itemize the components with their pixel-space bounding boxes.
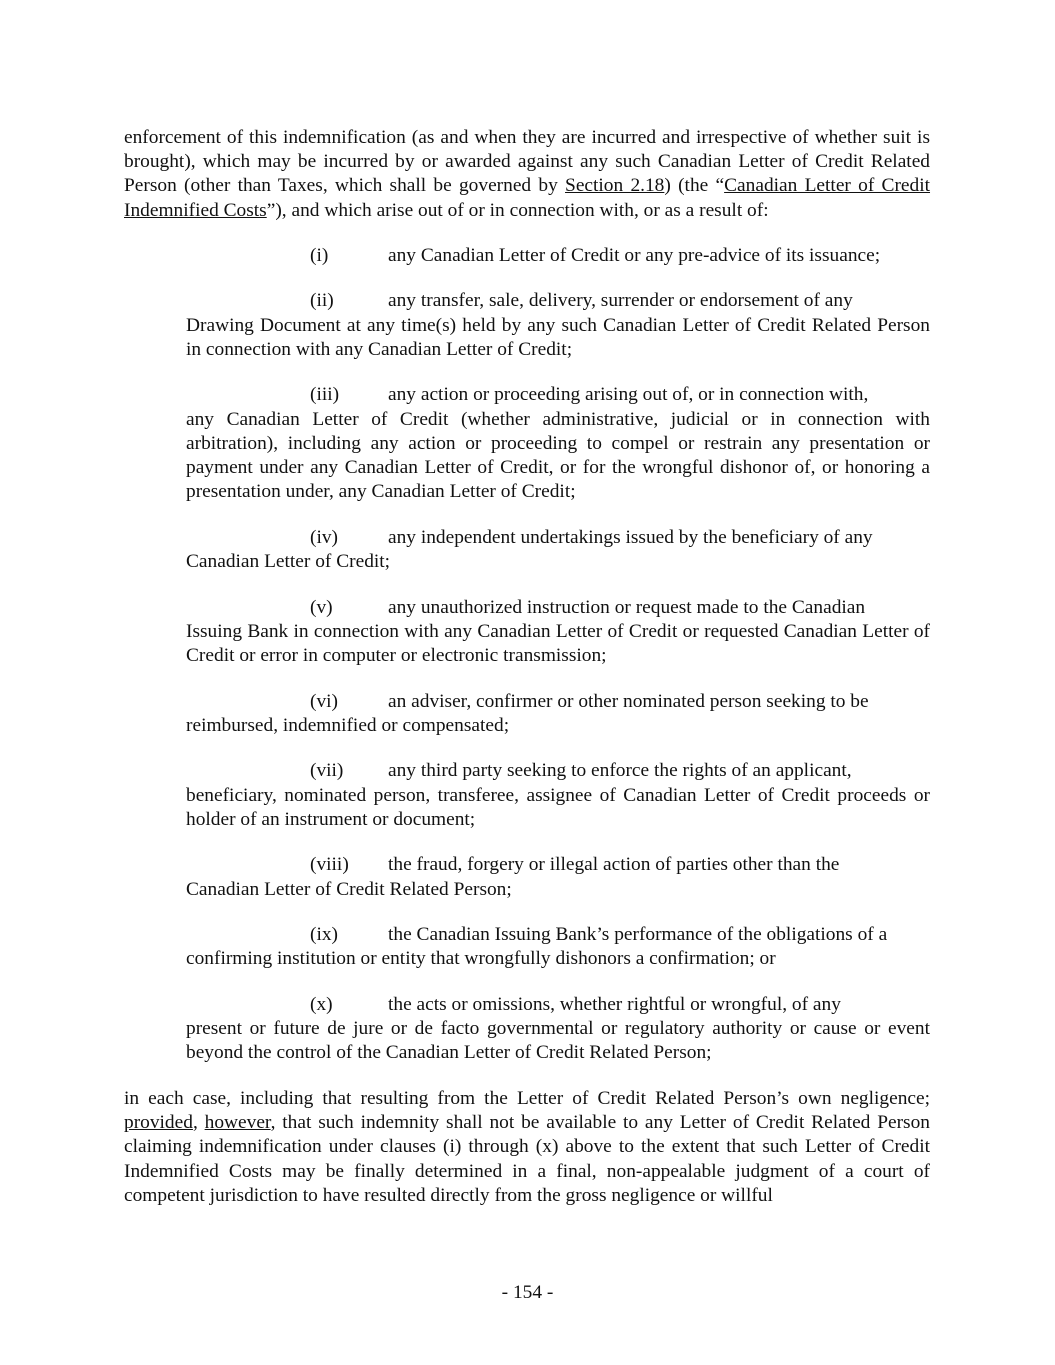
list-item <box>186 993 930 1066</box>
item-first-line <box>186 853 930 877</box>
item-number: (viii) <box>310 854 349 876</box>
item-text: the Canadian Issuing Bank’s performance of the obligations of a <box>388 924 888 946</box>
intro-paragraph <box>124 126 930 223</box>
closing-comma: , <box>192 1112 205 1134</box>
item-number: (iii) <box>310 384 340 406</box>
item-number: (v) <box>310 596 333 618</box>
item-first-line <box>186 289 930 313</box>
item-text: any Canadian Letter of Credit or any pre-advice of its issuance; <box>388 244 881 266</box>
item-first-line <box>186 759 930 783</box>
list-item <box>186 923 930 971</box>
list-item <box>186 596 930 669</box>
closing-text-1: in each case, including that resulting from the Letter of Credit Related Person’s own negligence; <box>124 1088 930 1109</box>
item-continuation: any Canadian Letter of Credit (whether administrative, judicial or in connection with arbitration), including any action or proceeding to compel or restrain any presentation or payment under any Canadian Letter of Credit, or for the wrongful dishonor of, or honoring a presentation under, any Canadian Letter of Credit; <box>186 408 930 503</box>
item-text: any unauthorized instruction or request made to the Canadian <box>388 596 866 618</box>
item-continuation: confirming institution or entity that wrongfully dishonors a confirmation; or <box>186 948 776 970</box>
item-number: (ix) <box>310 924 338 946</box>
list-item <box>186 759 930 832</box>
item-first-line <box>186 690 930 714</box>
list-item <box>186 383 930 504</box>
item-first-line <box>186 993 930 1017</box>
item-number: (vi) <box>310 690 338 712</box>
list-item <box>186 289 930 362</box>
intro-text-3: ”), and which arise out of or in connection with, or as a result of: <box>266 199 769 221</box>
closing-paragraph <box>124 1087 930 1208</box>
item-text: any third party seeking to enforce the rights of an applicant, <box>388 760 852 782</box>
item-continuation: Canadian Letter of Credit; <box>186 551 391 573</box>
intro-text-2: ) (the “ <box>664 175 725 197</box>
item-text: the fraud, forgery or illegal action of parties other than the <box>388 854 840 876</box>
list-item <box>186 244 930 268</box>
item-first-line <box>186 596 930 620</box>
item-text: an adviser, confirmer or other nominated person seeking to be <box>388 690 869 712</box>
page-number: - 154 - <box>501 1282 554 1303</box>
item-continuation: Drawing Document at any time(s) held by any such Canadian Letter of Credit Related Person in connection with any Canadian Letter of Credit; <box>186 314 930 360</box>
item-first-line <box>186 383 930 407</box>
defined-term: Canadian Letter of Credit Indemnified Costs <box>124 175 931 221</box>
list-item <box>186 526 930 574</box>
section-reference: Section 2.18 <box>565 175 665 197</box>
item-first-line <box>186 526 930 550</box>
item-text: the acts or omissions, whether rightful or wrongful, of any <box>388 994 841 1015</box>
list-item <box>186 853 930 901</box>
item-number: (iv) <box>310 526 338 548</box>
item-number: (ii) <box>310 290 334 312</box>
item-continuation: beneficiary, nominated person, transferee, assignee of Canadian Letter of Credit proceeds or holder of an instrument or document; <box>186 784 930 830</box>
item-text: any action or proceeding arising out of, or in connection with, <box>388 384 869 406</box>
item-text: any transfer, sale, delivery, surrender or endorsement of any <box>388 290 853 312</box>
item-continuation: Issuing Bank in connection with any Canadian Letter of Credit or requested Canadian Letter of Credit or error in computer or electronic transmission; <box>186 620 930 667</box>
provided-term: provided <box>124 1112 193 1134</box>
item-text: any independent undertakings issued by the beneficiary of any <box>388 526 873 548</box>
item-continuation: present or future de jure or de facto governmental or regulatory authority or cause or event beyond the control of the Canadian Letter of Credit Related Person; <box>186 1018 930 1064</box>
however-term: however <box>204 1112 271 1134</box>
item-continuation: reimbursed, indemnified or compensated; <box>186 714 510 736</box>
item-continuation: Canadian Letter of Credit Related Person; <box>186 878 512 900</box>
item-first-line <box>186 923 930 947</box>
item-number: (x) <box>310 994 333 1015</box>
item-number: (i) <box>310 244 329 266</box>
list-item <box>186 690 930 738</box>
intro-text-1: enforcement of this indemnification (as and when they are incurred and irrespective of whether suit is brought), which may be incurred by or awarded against any such Canadian Letter of Credit Related Person (other than Taxes, which shall be governed by <box>124 127 930 197</box>
document-page <box>124 126 930 1208</box>
item-number: (vii) <box>310 760 344 782</box>
closing-text-2: , that such indemnity shall not be available to any Letter of Credit Related Person claiming indemnification under clauses (i) through (x) above to the extent that such Letter of Credit Indemnified Costs may be finally determined in a final, non-appealable judgment of a court of competent jurisdiction to have resulted directly from the gross negligence or willful <box>124 1112 930 1206</box>
